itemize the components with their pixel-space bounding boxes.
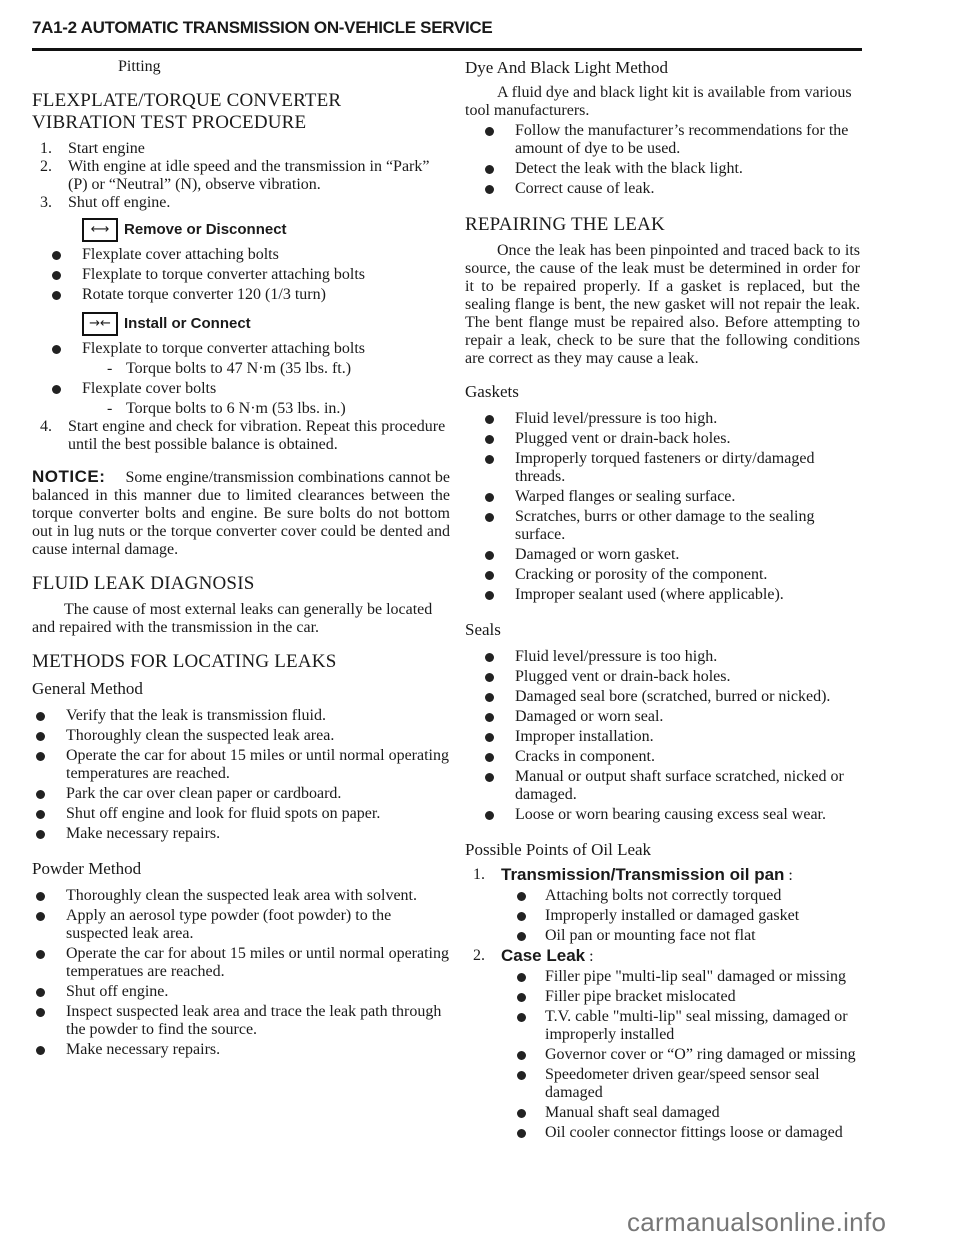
list-item: Oil pan or mounting face not flat [465,927,860,945]
list-item: Cracking or porosity of the component. [465,566,860,584]
list-item: Improper installation. [465,728,860,746]
left-column [32,58,450,1061]
list-item: Detect the leak with the black light. [465,160,860,178]
methods-heading: METHODS FOR LOCATING LEAKS [32,651,337,672]
list-item: Flexplate to torque converter attaching bolts [32,266,450,284]
list-item: Flexplate to torque converter attaching bolts [32,340,450,358]
list-item: Oil cooler connector fittings loose or damaged [465,1124,860,1142]
flexplate-heading: FLEXPLATE/TORQUE CONVERTER VIBRATION TEST PROCEDURE [32,90,342,133]
list-item: Rotate torque converter 120 (1/3 turn) [32,286,450,304]
seals-heading: Seals [465,620,501,639]
list-item: Damaged or worn gasket. [465,546,860,564]
list-item: Improperly installed or damaged gasket [465,907,860,925]
notice-label: NOTICE: [32,467,106,486]
install-connect-heading: →← Install or Connect [32,312,450,338]
torque-spec: - Torque bolts to 6 N·m (53 lbs. in.) [107,400,346,417]
list-item: Thoroughly clean the suspected leak area with solvent. [32,887,450,905]
step-item: 3. Shut off engine. [40,194,171,211]
step-item: 1. Start engine [40,140,145,157]
fluid-leak-heading: FLUID LEAK DIAGNOSIS [32,573,255,594]
step-item: 4. Start engine and check for vibration. Repeat this procedure until the best possible balance is obtained. [40,418,446,453]
list-item: Damaged or worn seal. [465,708,860,726]
gaskets-heading: Gaskets [465,382,519,401]
remove-disconnect-heading: ⟷ Remove or Disconnect [32,218,450,244]
list-item: Filler pipe "multi-lip seal" damaged or missing [465,968,860,986]
list-item: Improper sealant used (where applicable). [465,586,860,604]
list-item: Manual or output shaft surface scratched, nicked or damaged. [465,768,860,804]
repairing-heading: REPAIRING THE LEAK [465,214,665,235]
leak-point-item: 1. Transmission/Transmission oil pan : [473,865,793,884]
list-item: Verify that the leak is transmission fluid. [32,707,450,725]
dye-text: A fluid dye and black light kit is available from various tool manufacturers. [465,84,852,119]
watermark-link[interactable]: carmanualsonline.info [627,1207,887,1237]
pitting-text: Pitting [118,58,161,75]
list-item: Warped flanges or sealing surface. [465,488,860,506]
list-item: Operate the car for about 15 miles or until normal operating temperatues are reached. [32,945,450,981]
list-item: Make necessary repairs. [32,1041,450,1059]
step-item: 2. With engine at idle speed and the transmission in “Park” (P) or “Neutral” (N), observe vibration. [40,158,430,193]
list-item: Correct cause of leak. [465,180,860,198]
list-item: Flexplate cover bolts [32,380,450,398]
list-item: Scratches, burrs or other damage to the sealing surface. [465,508,860,544]
list-item: T.V. cable "multi-lip" seal missing, damaged or improperly installed [465,1008,860,1044]
list-item: Attaching bolts not correctly torqued [465,887,860,905]
list-item: Park the car over clean paper or cardboard. [32,785,450,803]
list-item: Apply an aerosol type powder (foot powder) to the suspected leak area. [32,907,450,943]
list-item: Shut off engine. [32,983,450,1001]
repair-text: Once the leak has been pinpointed and traced back to its source, the cause of the leak must be determined in order for it to be repaired properly. If a gasket is replaced, but the sealing flange is bent, the new gasket will not repair the leak. The bent flange must be repaired also. Before attempting to repair a leak, check to be sure that the following conditions are correct as they may cause a leak. [465,242,860,367]
list-item: Damaged seal bore (scratched, burred or nicked). [465,688,860,706]
right-column [465,58,860,1144]
fluid-leak-text: The cause of most external leaks can generally be located and repaired with the transmission in the car. [32,601,433,636]
list-item: Operate the car for about 15 miles or until normal operating temperatures are reached. [32,747,450,783]
list-item: Improperly torqued fasteners or dirty/damaged threads. [465,450,860,486]
list-item: Inspect suspected leak area and trace the leak path through the powder to find the source. [32,1003,450,1039]
notice-paragraph: NOTICE: Some engine/transmission combinations cannot be balanced in this manner due to limited clearances between the torque converter bolts and engine. Be sure bolts do not bottom out in lug nuts or the torque converter cover could be dented and cause internal damage. [32,467,451,558]
leak-point-item: 2. Case Leak : [473,946,594,965]
list-item: Shut off engine and look for fluid spots on paper. [32,805,450,823]
list-item: Thoroughly clean the suspected leak area. [32,727,450,745]
list-item: Plugged vent or drain-back holes. [465,430,860,448]
list-item: Manual shaft seal damaged [465,1104,860,1122]
header-title: 7A1-2 AUTOMATIC TRANSMISSION ON-VEHICLE SERVICE [32,18,493,37]
list-item: Fluid level/pressure is too high. [465,648,860,666]
dye-method-heading: Dye And Black Light Method [465,58,669,77]
general-method-heading: General Method [32,679,143,698]
list-item: Filler pipe bracket mislocated [465,988,860,1006]
possible-points-heading: Possible Points of Oil Leak [465,840,652,859]
list-item: Flexplate cover attaching bolts [32,246,450,264]
list-item: Speedometer driven gear/speed sensor seal damaged [465,1066,860,1102]
list-item: Governor cover or “O” ring damaged or missing [465,1046,860,1064]
list-item: Plugged vent or drain-back holes. [465,668,860,686]
install-arrows-icon: →← [82,312,118,336]
list-item: Make necessary repairs. [32,825,450,843]
torque-spec: - Torque bolts to 47 N·m (35 lbs. ft.) [107,360,352,377]
list-item: Cracks in component. [465,748,860,766]
powder-method-heading: Powder Method [32,859,142,878]
page-header [32,8,862,51]
list-item: Loose or worn bearing causing excess seal wear. [465,806,860,824]
list-item: Fluid level/pressure is too high. [465,410,860,428]
list-item: Follow the manufacturer’s recommendations for the amount of dye to be used. [465,122,860,158]
remove-arrows-icon: ⟷ [82,218,118,242]
